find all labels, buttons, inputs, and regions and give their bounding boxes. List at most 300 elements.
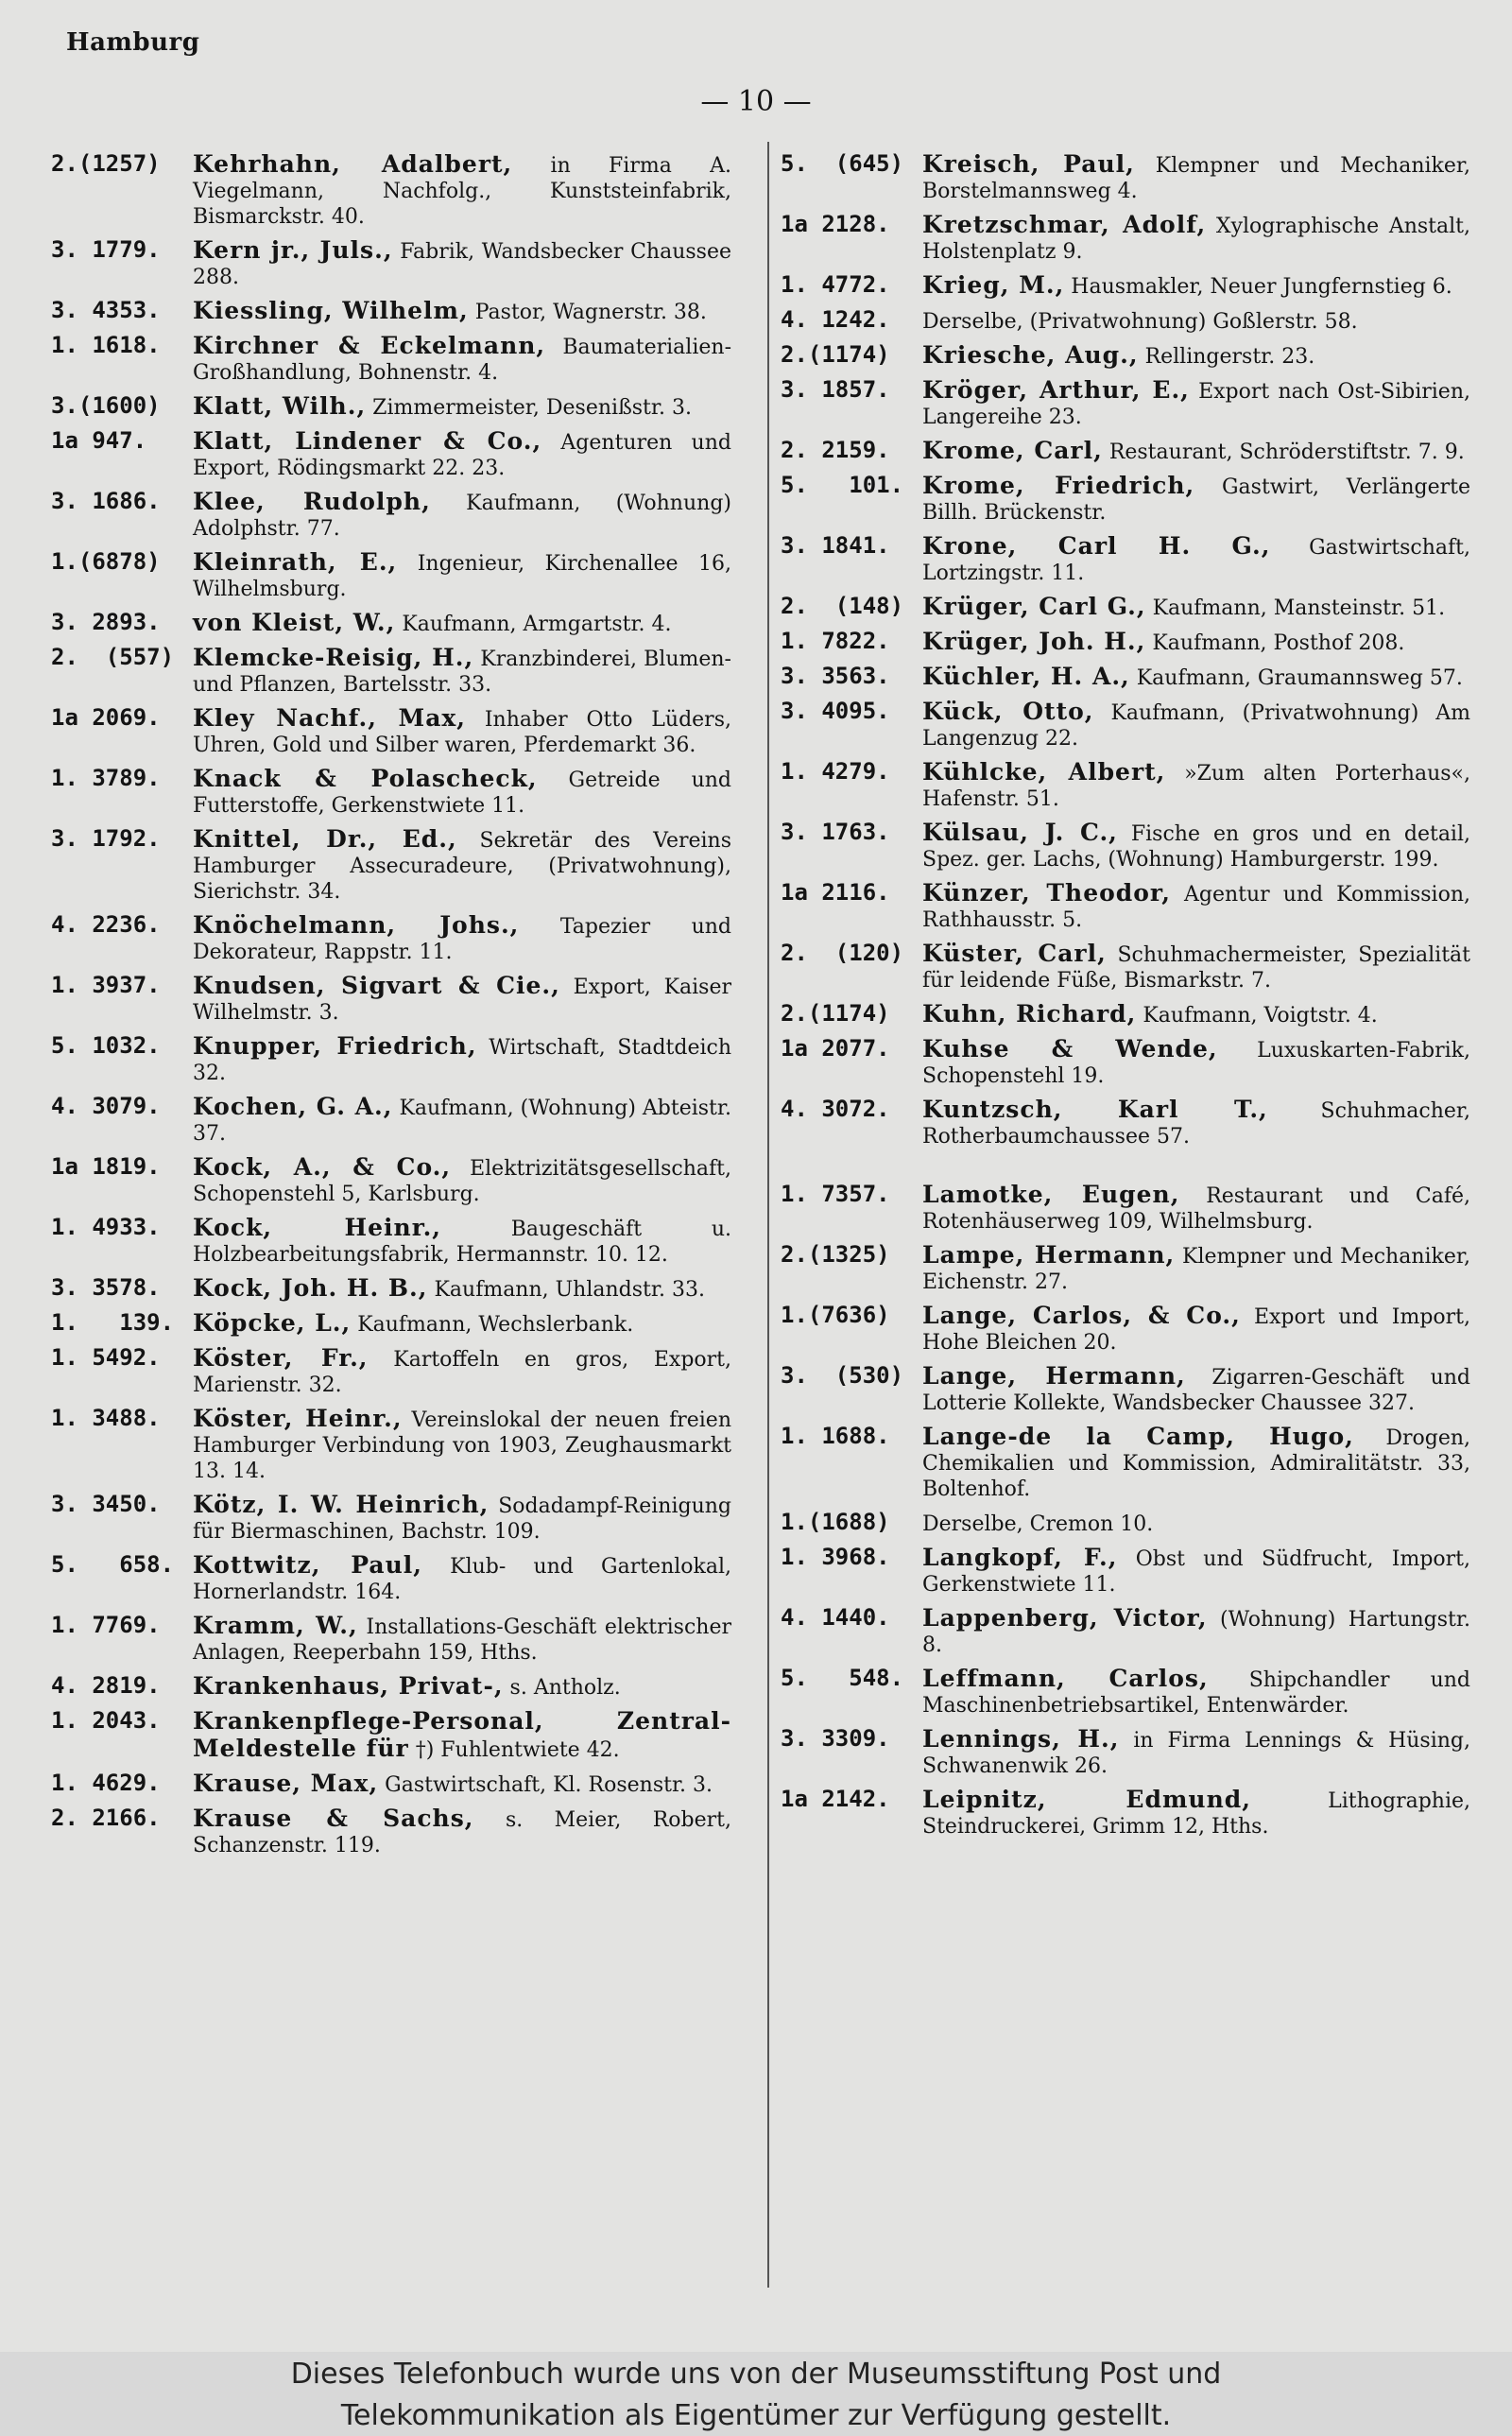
subscriber-details: Sekretär des Vereins Hamburger Assecuradeure, (Privatwohnung), Sierichstr. 34. <box>193 829 731 904</box>
phone-number: 3. 1763. <box>781 819 890 845</box>
subscriber-name: Knittel, Dr., Ed., <box>193 825 457 853</box>
entry-text <box>193 645 731 698</box>
phone-number: 1. 1618. <box>51 332 161 358</box>
subscriber-name: Küster, Carl, <box>922 940 1107 967</box>
directory-entry <box>51 1771 731 1798</box>
directory-entry <box>781 664 1470 691</box>
subscriber-details: †) Fuhlentwiete 42. <box>415 1738 620 1762</box>
phone-number: 5. 658. <box>51 1551 175 1578</box>
subscriber-name: Lamotke, Eugen, <box>922 1181 1180 1208</box>
subscriber-name: Lange, Carlos, & Co., <box>922 1302 1241 1329</box>
subscriber-name: Kock, Joh. H. B., <box>193 1274 428 1302</box>
directory-entry <box>781 1510 1470 1537</box>
phone-number: 4. 2236. <box>51 911 161 938</box>
directory-entry <box>781 1666 1470 1719</box>
subscriber-name: Kröger, Arthur, E., <box>922 376 1190 404</box>
page-number: — 10 — <box>700 85 812 118</box>
entry-text <box>193 1492 731 1545</box>
entry-text <box>922 880 1470 933</box>
subscriber-name: Kochen, G. A., <box>193 1093 393 1120</box>
subscriber-details: Getreide und Futterstoffe, Gerkenstwiete 11. <box>193 769 731 818</box>
phone-number: 5. 548. <box>781 1665 904 1691</box>
directory-entry <box>51 1492 731 1545</box>
phone-number: 1. 4279. <box>781 758 890 785</box>
directory-entry <box>51 1406 731 1484</box>
phone-number: 2. 2159. <box>781 437 890 463</box>
subscriber-details: Kartoffeln en gros, Export, Marienstr. 32. <box>193 1348 731 1397</box>
directory-entry <box>781 1787 1470 1840</box>
phone-number: 2.(1174) <box>781 341 890 368</box>
subscriber-name: Krome, Friedrich, <box>922 472 1195 499</box>
subscriber-name: Krüger, Joh. H., <box>922 628 1146 655</box>
phone-number: 2. (120) <box>781 940 904 966</box>
phone-number: 1. 1688. <box>781 1423 890 1449</box>
subscriber-details: Export, Kaiser Wilhelmstr. 3. <box>193 976 731 1025</box>
entry-text <box>922 1510 1470 1537</box>
directory-entry <box>781 212 1470 265</box>
phone-number: 1.(6878) <box>51 548 161 575</box>
subscriber-name: Krause, Max, <box>193 1770 379 1797</box>
subscriber-name: Küchler, H. A., <box>922 663 1130 690</box>
phone-number: 3. 1841. <box>781 532 890 559</box>
subscriber-name: Kuhn, Richard, <box>922 1000 1137 1028</box>
entry-text <box>922 1605 1470 1658</box>
phone-number: 3. 3309. <box>781 1725 890 1752</box>
phone-number: 4. 1242. <box>781 306 890 333</box>
subscriber-name: Kock, A., & Co., <box>193 1153 452 1181</box>
subscriber-details: Gastwirt, Verlängerte Billh. Brückenstr. <box>922 475 1470 525</box>
directory-entry <box>51 1154 731 1207</box>
subscriber-name: Krone, Carl H. G., <box>922 532 1271 560</box>
entry-text <box>193 1673 731 1701</box>
subscriber-details: Kaufmann, (Wohnung) Adolphstr. 77. <box>193 492 731 541</box>
directory-entry <box>781 438 1470 465</box>
subscriber-name: Klemcke-Reisig, H., <box>193 644 474 671</box>
entry-text <box>193 1345 731 1398</box>
subscriber-name: Knack & Polascheck, <box>193 765 538 792</box>
subscriber-details: in Firma Lennings & Hüsing, Schwanenwik 26. <box>922 1729 1471 1778</box>
subscriber-details: Kaufmann, Mansteinstr. 51. <box>1152 596 1446 620</box>
directory-entry <box>781 1242 1470 1295</box>
directory-entry <box>781 1605 1470 1658</box>
phone-number: 1. 7822. <box>781 628 890 654</box>
phone-number: 2. (148) <box>781 593 904 619</box>
subscriber-name: Kühlcke, Albert, <box>922 758 1166 786</box>
subscriber-details: Luxuskarten-Fabrik, Schopenstehl 19. <box>922 1039 1470 1088</box>
entry-text <box>193 1613 731 1666</box>
entry-text <box>193 1708 731 1763</box>
subscriber-details: Kranzbinderei, Blumen- und Pflanzen, Bartelsstr. 33. <box>193 648 731 697</box>
phone-number: 3. 4353. <box>51 297 161 323</box>
phone-number: 3. 1857. <box>781 376 890 403</box>
phone-number: 5. (645) <box>781 150 904 177</box>
subscriber-details: Schuhmacher, Rotherbaumchaussee 57. <box>922 1099 1470 1149</box>
subscriber-name: Köster, Fr., <box>193 1344 369 1372</box>
subscriber-details: Xylographische Anstalt, Holstenplatz 9. <box>922 215 1470 264</box>
subscriber-details: Klempner und Mechaniker, Borstelmannsweg 4. <box>922 154 1470 203</box>
phone-number: 3. (530) <box>781 1362 904 1389</box>
left-column <box>51 151 731 2288</box>
subscriber-name: Lange, Hermann, <box>922 1362 1186 1390</box>
subscriber-details: Kaufmann, Wechslerbank. <box>357 1313 634 1337</box>
directory-entry <box>51 333 731 386</box>
subscriber-details: s. Antholz. <box>509 1676 621 1700</box>
phone-number: 4. 2819. <box>51 1672 161 1699</box>
phone-number: 5. 1032. <box>51 1032 161 1059</box>
directory-entry <box>781 941 1470 993</box>
subscriber-name: Klatt, Lindener & Co., <box>193 427 542 455</box>
directory-entry <box>781 342 1470 370</box>
entry-text <box>922 1787 1470 1840</box>
subscriber-details: in Firma A. Viegelmann, Nachfolg., Kunststeinfabrik, Bismarckstr. 40. <box>193 154 731 229</box>
subscriber-name: Kleinrath, E., <box>193 548 398 576</box>
entry-text <box>193 1805 731 1858</box>
directory-entry <box>51 1275 731 1303</box>
phone-number: 3. 3578. <box>51 1274 161 1301</box>
entry-text <box>922 1242 1470 1295</box>
subscriber-name: Knupper, Friedrich, <box>193 1032 477 1060</box>
subscriber-name: Knudsen, Sigvart & Cie., <box>193 972 560 999</box>
subscriber-details: Obst und Südfrucht, Import, Gerkenstwiete 11. <box>922 1547 1471 1597</box>
subscriber-name: Kramm, W., <box>193 1612 358 1639</box>
subscriber-name: Kirchner & Eckelmann, <box>193 332 546 359</box>
subscriber-name: Köster, Heinr., <box>193 1405 403 1432</box>
directory-entry <box>51 393 731 421</box>
phone-number: 1. 139. <box>51 1309 175 1336</box>
subscriber-name: Krankenhaus, Privat-, <box>193 1672 504 1700</box>
subscriber-name: Kuhse & Wende, <box>922 1035 1218 1063</box>
subscriber-details: Agenturen und Export, Rödingsmarkt 22. 23. <box>193 431 731 480</box>
phone-number: 4. 1440. <box>781 1604 890 1631</box>
subscriber-details: Restaurant, Schröderstiftstr. 7. 9. <box>1108 441 1465 464</box>
entry-text <box>922 272 1470 300</box>
subscriber-details: Baugeschäft u. Holzbearbeitungsfabrik, Hermannstr. 10. 12. <box>193 1218 731 1267</box>
directory-entry <box>51 973 731 1026</box>
subscriber-name: Lampe, Hermann, <box>922 1241 1176 1269</box>
directory-entry <box>51 549 731 602</box>
directory-entry <box>51 1094 731 1147</box>
subscriber-details: Agentur und Kommission, Rathhausstr. 5. <box>922 883 1470 932</box>
entry-text <box>922 212 1470 265</box>
subscriber-details: Derselbe, Cremon 10. <box>922 1512 1154 1536</box>
entry-text <box>922 664 1470 691</box>
subscriber-name: Kriesche, Aug., <box>922 341 1139 369</box>
phone-number: 1a 1819. <box>51 1153 161 1180</box>
subscriber-name: Kern jr., Juls., <box>193 236 393 264</box>
subscriber-details: Lithographie, Steindruckerei, Grimm 12, Hths. <box>922 1789 1471 1839</box>
entry-text <box>922 1036 1470 1089</box>
directory-entry <box>781 629 1470 656</box>
subscriber-details: Restaurant und Café, Rotenhäuserweg 109, Wilhelmsburg. <box>922 1184 1470 1234</box>
subscriber-details: Baumaterialien-Großhandlung, Bohnenstr. 4. <box>193 336 731 385</box>
subscriber-name: Kötz, I. W. Heinrich, <box>193 1491 490 1518</box>
subscriber-details: Export nach Ost-Sibirien, Langereihe 23. <box>922 380 1470 429</box>
phone-number: 2.(1174) <box>781 1000 890 1027</box>
entry-text <box>922 1545 1470 1598</box>
subscriber-name: Krause & Sachs, <box>193 1805 474 1832</box>
entry-text <box>193 1552 731 1605</box>
subscriber-name: Krome, Carl, <box>922 437 1103 464</box>
subscriber-details: Kaufmann, (Privatwohnung) Am Langenzug 22. <box>922 701 1471 751</box>
phone-number: 3. 3563. <box>781 663 890 689</box>
subscriber-details: Drogen, Chemikalien und Kommission, Admiralitätstr. 33, Boltenhof. <box>922 1426 1471 1501</box>
phone-number: 1. 7769. <box>51 1612 161 1638</box>
entry-text <box>193 912 731 965</box>
phone-number: 1a 2128. <box>781 211 890 237</box>
entry-text <box>193 973 731 1026</box>
subscriber-details: Wirtschaft, Stadtdeich 32. <box>193 1036 731 1085</box>
subscriber-details: Installations-Geschäft elektrischer Anlagen, Reeperbahn 159, Hths. <box>193 1615 731 1665</box>
directory-entry <box>51 1345 731 1398</box>
subscriber-name: Künzer, Theodor, <box>922 879 1171 907</box>
phone-number: 3. 2893. <box>51 609 161 635</box>
entry-text <box>193 705 731 758</box>
subscriber-name: Kottwitz, Paul, <box>193 1551 422 1579</box>
directory-entry <box>781 594 1470 621</box>
subscriber-name: von Kleist, W., <box>193 609 396 636</box>
subscriber-name: Krieg, M., <box>922 271 1065 299</box>
directory-entry <box>781 1545 1470 1598</box>
directory-entry <box>781 1036 1470 1089</box>
directory-entry <box>51 151 731 230</box>
entry-text <box>922 438 1470 465</box>
directory-entry <box>781 1001 1470 1028</box>
entry-text <box>922 1097 1470 1149</box>
entry-text <box>193 489 731 542</box>
entry-text <box>922 759 1470 812</box>
subscriber-name: Kiessling, Wilhelm, <box>193 297 469 324</box>
phone-number: 1.(1688) <box>781 1509 890 1535</box>
directory-entry <box>51 1708 731 1763</box>
subscriber-name: Klatt, Wilh., <box>193 392 367 420</box>
entry-text <box>922 307 1470 335</box>
directory-entry <box>781 473 1470 526</box>
subscriber-name: Kück, Otto, <box>922 698 1094 725</box>
entry-text <box>922 699 1470 752</box>
subscriber-name: Lennings, H., <box>922 1725 1120 1753</box>
entry-text <box>193 826 731 905</box>
phone-number: 1. 7357. <box>781 1181 890 1207</box>
phone-number: 3. 1686. <box>51 488 161 514</box>
subscriber-details: Fabrik, Wandsbecker Chaussee 288. <box>193 240 732 289</box>
phone-number: 3. 4095. <box>781 698 890 724</box>
directory-entry <box>781 880 1470 933</box>
subscriber-name: Kehrhahn, Adalbert, <box>193 150 513 178</box>
phone-number: 3.(1600) <box>51 392 161 419</box>
directory-entry <box>51 912 731 965</box>
entry-text <box>193 298 731 325</box>
entry-text <box>193 549 731 602</box>
phone-number: 1.(7636) <box>781 1302 890 1328</box>
directory-entry <box>51 237 731 290</box>
directory-entry <box>781 1363 1470 1416</box>
directory-entry <box>51 1805 731 1858</box>
phone-number: 2. (557) <box>51 644 175 670</box>
subscriber-details: Kaufmann, Armgartstr. 4. <box>402 613 672 636</box>
subscriber-details: Hausmakler, Neuer Jungfernstieg 6. <box>1071 275 1452 299</box>
entry-text <box>922 1001 1470 1028</box>
subscriber-details: Shipchandler und Maschinenbetriebsartikel, Entenwärder. <box>922 1668 1470 1718</box>
subscriber-name: Külsau, J. C., <box>922 819 1118 846</box>
entry-text <box>193 610 731 637</box>
entry-text <box>193 237 731 290</box>
column-divider <box>767 142 769 2288</box>
entry-text <box>922 342 1470 370</box>
subscriber-name: Leffmann, Carlos, <box>922 1665 1209 1692</box>
subscriber-details: Klempner und Mechaniker, Eichenstr. 27. <box>922 1245 1470 1294</box>
directory-entry <box>781 377 1470 430</box>
directory-entry <box>781 533 1470 586</box>
subscriber-details: s. Meier, Robert, Schanzenstr. 119. <box>193 1808 732 1857</box>
phone-number: 1. 2043. <box>51 1707 161 1734</box>
footer-line-1: Dieses Telefonbuch wurde uns von der Museumsstiftung Post und <box>290 2358 1222 2391</box>
entry-text <box>922 377 1470 430</box>
directory-entry <box>51 1215 731 1268</box>
directory-entry <box>51 826 731 905</box>
directory-entry <box>781 820 1470 872</box>
entry-text <box>922 594 1470 621</box>
subscriber-details: Kaufmann, Uhlandstr. 33. <box>434 1278 705 1302</box>
subscriber-details: Fische en gros und en detail, Spez. ger. Lachs, (Wohnung) Hamburgerstr. 199. <box>922 822 1470 872</box>
subscriber-name: Langkopf, F., <box>922 1544 1118 1571</box>
phone-number: 2.(1257) <box>51 150 161 177</box>
subscriber-name: Krankenpflege-Personal, Zentral-Meldestelle für <box>193 1707 731 1762</box>
directory-entry <box>51 766 731 819</box>
directory-entry <box>781 1097 1470 1149</box>
entry-text <box>193 1094 731 1147</box>
directory-entry <box>51 705 731 758</box>
subscriber-name: Köpcke, L., <box>193 1309 352 1337</box>
directory-entry <box>51 645 731 698</box>
subscriber-name: Kock, Heinr., <box>193 1214 441 1241</box>
entry-text <box>922 1424 1470 1502</box>
phone-number: 1. 4629. <box>51 1770 161 1796</box>
subscriber-name: Knöchelmann, Johs., <box>193 911 520 939</box>
subscriber-details: »Zum alten Porterhaus«, Hafenstr. 51. <box>922 762 1470 811</box>
subscriber-name: Kuntzsch, Karl T., <box>922 1096 1268 1123</box>
phone-number: 1. 3488. <box>51 1405 161 1431</box>
phone-number: 1. 3968. <box>781 1544 890 1570</box>
entry-text <box>193 1275 731 1303</box>
subscriber-details: Klub- und Gartenlokal, Hornerlandstr. 164. <box>193 1555 732 1604</box>
phone-number: 3. 1792. <box>51 825 161 852</box>
entry-text <box>193 428 731 481</box>
footer-note <box>0 2352 1512 2436</box>
directory-entry <box>51 1033 731 1086</box>
subscriber-name: Leipnitz, Edmund, <box>922 1786 1251 1813</box>
phone-number: 2. 2166. <box>51 1805 161 1831</box>
subscriber-details: Gastwirtschaft, Lortzingstr. 11. <box>922 536 1470 585</box>
entry-text <box>922 941 1470 993</box>
phone-number: 1a 2069. <box>51 704 161 731</box>
phone-number: 4. 3072. <box>781 1096 890 1122</box>
phone-number: 1. 3937. <box>51 972 161 998</box>
subscriber-name: Kretzschmar, Adolf, <box>922 211 1207 238</box>
directory-entry <box>51 610 731 637</box>
phone-number: 1a 947. <box>51 427 147 454</box>
subscriber-details: Export und Import, Hohe Bleichen 20. <box>922 1305 1470 1355</box>
subscriber-name: Lappenberg, Victor, <box>922 1604 1208 1632</box>
directory-entry <box>51 1673 731 1701</box>
subscriber-details: Ingenieur, Kirchenallee 16, Wilhelmsburg. <box>193 552 731 601</box>
directory-entry <box>781 151 1470 204</box>
subscriber-details: Kaufmann, Graumannsweg 57. <box>1136 666 1463 690</box>
directory-entry <box>51 428 731 481</box>
subscriber-details: Sodadampf-Reinigung für Biermaschinen, Bachstr. 109. <box>193 1494 731 1544</box>
directory-entry <box>781 759 1470 812</box>
entry-text <box>193 766 731 819</box>
entry-text <box>922 1726 1470 1779</box>
phone-number: 1. 5492. <box>51 1344 161 1371</box>
subscriber-details: Kaufmann, Voigtstr. 4. <box>1143 1004 1378 1028</box>
directory-entry <box>51 489 731 542</box>
directory-entry <box>51 1552 731 1605</box>
subscriber-details: Derselbe, (Privatwohnung) Goßlerstr. 58. <box>922 310 1358 334</box>
directory-entry <box>781 1303 1470 1356</box>
subscriber-details: Inhaber Otto Lüders, Uhren, Gold und Silber waren, Pferdemarkt 36. <box>193 708 731 757</box>
entry-text <box>193 333 731 386</box>
subscriber-details: Rellingerstr. 23. <box>1144 345 1315 369</box>
phone-number: 1. 4772. <box>781 271 890 298</box>
subscriber-name: Kley Nachf., Max, <box>193 704 466 732</box>
phone-number: 1. 3789. <box>51 765 161 791</box>
phone-number: 2.(1325) <box>781 1241 890 1268</box>
subscriber-details: (Wohnung) Hartungstr. 8. <box>922 1608 1470 1657</box>
phone-number: 3. 3450. <box>51 1491 161 1517</box>
entry-text <box>922 1303 1470 1356</box>
phone-number: 1. 4933. <box>51 1214 161 1240</box>
entry-text <box>922 629 1470 656</box>
subscriber-details: Tapezier und Dekorateur, Rappstr. 11. <box>193 915 731 964</box>
right-column <box>781 151 1470 2288</box>
subscriber-details: Pastor, Wagnerstr. 38. <box>474 301 707 324</box>
phone-number: 1a 2116. <box>781 879 890 906</box>
phone-number: 4. 3079. <box>51 1093 161 1119</box>
entry-text <box>922 1666 1470 1719</box>
subscriber-details: Kaufmann, Posthof 208. <box>1152 631 1405 655</box>
directory-entry <box>781 699 1470 752</box>
phone-number: 1a 2077. <box>781 1035 890 1062</box>
entry-text <box>922 151 1470 204</box>
directory-entry <box>51 298 731 325</box>
subscriber-name: Kreisch, Paul, <box>922 150 1135 178</box>
subscriber-details: Zigarren-Geschäft und Lotterie Kollekte, Wandsbecker Chaussee 327. <box>922 1366 1470 1415</box>
entry-text <box>193 1310 731 1338</box>
directory-entry <box>781 1726 1470 1779</box>
subscriber-name: Klee, Rudolph, <box>193 488 431 515</box>
entry-text <box>193 1406 731 1484</box>
entry-text <box>193 1215 731 1268</box>
phone-number: 3. 1779. <box>51 236 161 263</box>
entry-text <box>193 151 731 230</box>
city-header: Hamburg <box>66 28 200 57</box>
phone-number: 5. 101. <box>781 472 904 498</box>
entry-text <box>922 473 1470 526</box>
entry-text <box>193 1771 731 1798</box>
footer-line-2: Telekommunikation als Eigentümer zur Verfügung gestellt. <box>340 2399 1172 2432</box>
entry-text <box>922 1182 1470 1235</box>
entry-text <box>193 1154 731 1207</box>
subscriber-details: Vereinslokal der neuen freien Hamburger Verbindung von 1903, Zeughausmarkt 13. 14. <box>193 1408 731 1483</box>
entry-text <box>922 1363 1470 1416</box>
directory-entry <box>51 1310 731 1338</box>
entry-text <box>922 533 1470 586</box>
subscriber-name: Krüger, Carl G., <box>922 593 1146 620</box>
subscriber-details: Kaufmann, (Wohnung) Abteistr. 37. <box>193 1097 731 1146</box>
entry-text <box>193 393 731 421</box>
subscriber-details: Gastwirtschaft, Kl. Rosenstr. 3. <box>385 1773 713 1797</box>
subscriber-name: Lange-de la Camp, Hugo, <box>922 1423 1354 1450</box>
